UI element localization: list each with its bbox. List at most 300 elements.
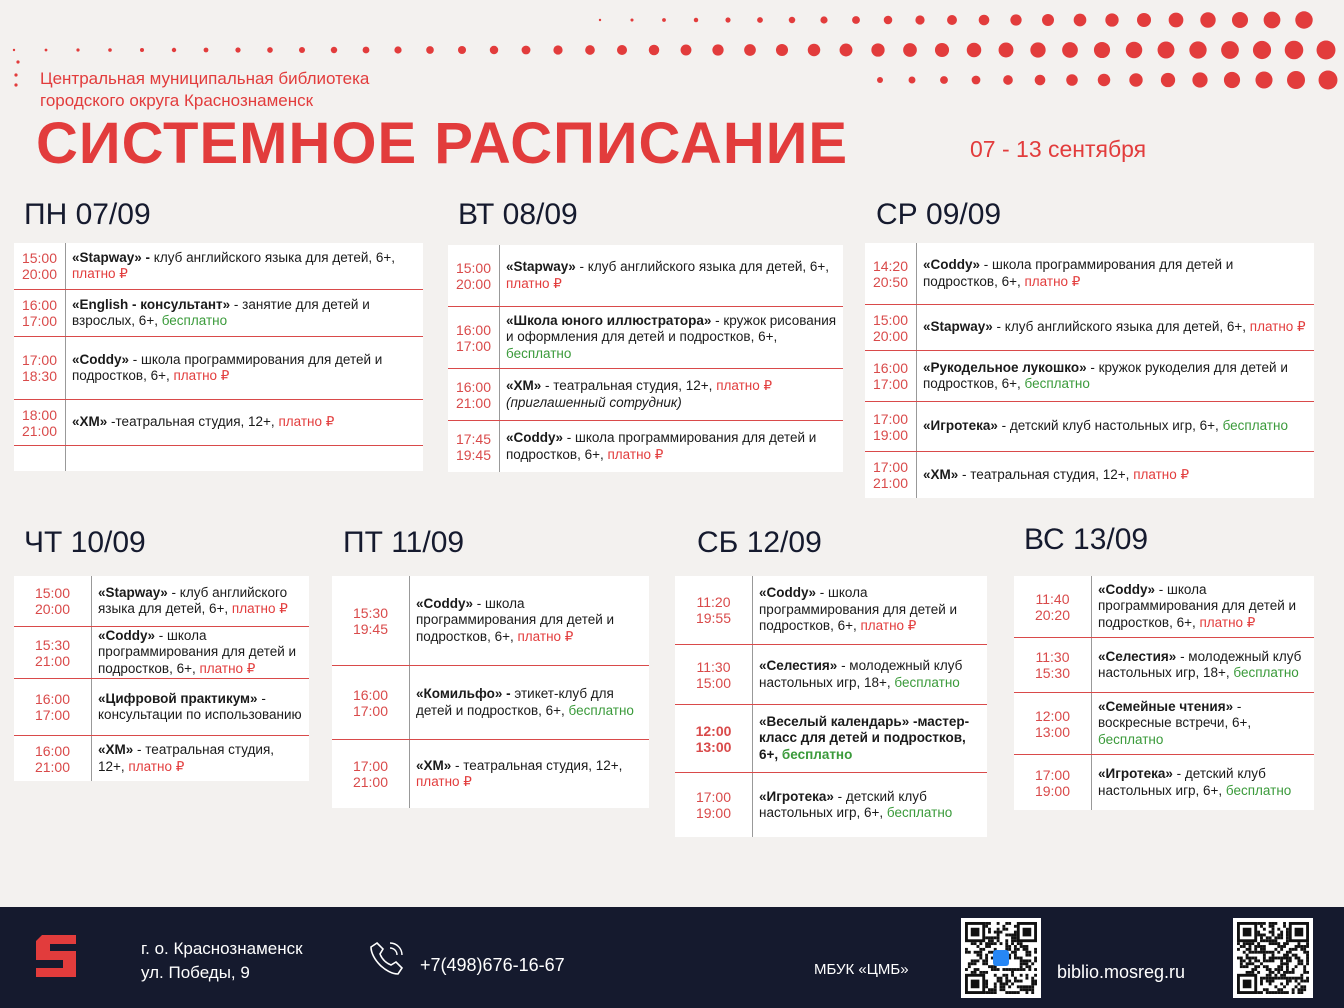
end-time: 20:00 bbox=[872, 327, 909, 344]
event-name: «Stapway» bbox=[98, 584, 168, 600]
decor-dot bbox=[940, 76, 948, 84]
decor-dot bbox=[1062, 42, 1078, 58]
event-description bbox=[500, 376, 778, 413]
price-free: бесплатно bbox=[1222, 418, 1288, 434]
decor-dot bbox=[947, 15, 957, 25]
decor-dot bbox=[820, 16, 827, 23]
time-cell bbox=[448, 421, 500, 472]
schedule-table bbox=[14, 576, 309, 781]
end-time: 20:20 bbox=[1034, 606, 1071, 623]
event-description bbox=[410, 594, 649, 648]
decor-dot bbox=[1003, 75, 1013, 85]
event-name: «Рукодельное лукошко» bbox=[923, 359, 1087, 375]
decor-dot bbox=[1221, 41, 1239, 59]
event-name: «Семейные чтения» bbox=[1098, 698, 1234, 714]
event-details: - школа программирования для детей и подростков, 6+, bbox=[759, 585, 958, 634]
end-time: 19:00 bbox=[1034, 782, 1071, 799]
address bbox=[141, 937, 303, 985]
time-cell bbox=[448, 307, 500, 368]
decor-dot bbox=[108, 48, 112, 52]
event-name: «English - консультант» bbox=[72, 296, 231, 312]
start-time: 16:00 bbox=[34, 691, 71, 707]
start-time: 15:00 bbox=[872, 311, 909, 328]
schedule-row bbox=[1014, 576, 1314, 638]
event-details: - воскресные встречи, 6+, bbox=[1098, 698, 1252, 731]
event-name: «ХМ» bbox=[506, 378, 542, 393]
schedule-table bbox=[332, 576, 649, 808]
decor-dot bbox=[1264, 12, 1281, 29]
schedule-row bbox=[14, 400, 423, 446]
price-free: бесплатно bbox=[1233, 665, 1299, 680]
event-details: - школа программирования для детей и подростков, 6+, bbox=[506, 430, 817, 462]
decor-dot bbox=[599, 19, 601, 21]
decor-dot bbox=[1042, 14, 1054, 26]
org-line-2: городского округа Краснознаменск bbox=[40, 91, 314, 110]
end-time: 18:30 bbox=[21, 368, 58, 384]
event-details: - театральная студия, 12+, bbox=[958, 466, 1134, 482]
event-description bbox=[66, 248, 423, 285]
decor-dot bbox=[394, 46, 401, 53]
event-details: - клуб английского языка для детей, 6+, bbox=[575, 259, 830, 274]
decor-dot bbox=[1030, 42, 1045, 57]
price-free: бесплатно bbox=[506, 345, 572, 361]
start-time: 15:30 bbox=[34, 636, 71, 653]
decor-dot bbox=[1285, 41, 1304, 60]
price-paid: платно ₽ bbox=[416, 774, 472, 789]
event-description bbox=[1092, 697, 1314, 751]
logo-icon bbox=[36, 935, 76, 977]
event-name: «Coddy» bbox=[506, 430, 564, 445]
vk-icon bbox=[993, 950, 1009, 966]
event-description bbox=[753, 656, 987, 693]
time-cell bbox=[865, 402, 917, 451]
schedule-row bbox=[865, 243, 1314, 305]
event-details: - театральная студия, 12+, bbox=[541, 378, 717, 393]
event-description bbox=[917, 465, 1195, 486]
schedule-row bbox=[675, 705, 987, 773]
event-details: - детский клуб настольных игр, 6+, bbox=[1098, 766, 1266, 798]
price-free: бесплатно bbox=[568, 702, 634, 718]
event-name: «Игротека» bbox=[759, 788, 834, 804]
end-time: 21:00 bbox=[34, 652, 71, 669]
page-title: СИСТЕМНОЕ РАСПИСАНИЕ bbox=[36, 111, 849, 176]
time-cell bbox=[14, 446, 66, 471]
start-time: 12:00 bbox=[1034, 707, 1071, 724]
schedule-row bbox=[865, 305, 1314, 351]
end-time: 13:00 bbox=[695, 738, 732, 755]
decor-dot bbox=[1287, 71, 1305, 89]
event-name: «Stapway» bbox=[923, 319, 993, 335]
decor-dot bbox=[14, 73, 17, 76]
organization-name bbox=[40, 68, 369, 112]
price-free: бесплатно bbox=[1098, 731, 1164, 747]
event-details: - клуб английского языка для детей, 6+, bbox=[992, 319, 1250, 335]
decor-dot bbox=[808, 44, 820, 56]
decor-dot bbox=[1105, 13, 1118, 26]
start-time: 16:00 bbox=[455, 321, 492, 338]
decor-dot bbox=[903, 43, 917, 57]
schedule-row bbox=[448, 245, 843, 307]
schedule-table bbox=[14, 243, 423, 471]
price-paid: платно ₽ bbox=[517, 628, 574, 644]
start-time: 11:30 bbox=[696, 658, 731, 675]
schedule-table bbox=[865, 243, 1314, 498]
decor-dot bbox=[744, 44, 756, 56]
price-paid: платно ₽ bbox=[128, 758, 185, 774]
time-cell bbox=[14, 400, 66, 445]
event-description bbox=[92, 626, 309, 680]
price-free: бесплатно bbox=[886, 805, 953, 820]
price-paid: платно ₽ bbox=[860, 618, 917, 634]
price-paid: платно ₽ bbox=[1133, 466, 1190, 482]
end-time: 21:00 bbox=[21, 422, 58, 439]
time-cell bbox=[1014, 638, 1092, 692]
event-description bbox=[92, 583, 309, 620]
event-description bbox=[92, 689, 309, 726]
schedule-row bbox=[1014, 693, 1314, 755]
event-details: - школа программирования для детей и подростков, 6+, bbox=[72, 351, 383, 383]
event-details: - школа программирования для детей и подростков, 6+, bbox=[98, 627, 297, 676]
start-time: 15:00 bbox=[21, 250, 58, 266]
event-name: «Coddy» bbox=[923, 257, 981, 272]
event-description bbox=[917, 255, 1314, 292]
price-paid: платно ₽ bbox=[716, 378, 773, 393]
end-time: 19:55 bbox=[695, 610, 732, 626]
day-heading: ПТ 11/09 bbox=[343, 526, 465, 559]
decor-dot bbox=[1129, 73, 1142, 86]
decor-dot bbox=[16, 60, 19, 63]
date-range: 07 - 13 сентября bbox=[970, 136, 1147, 162]
event-name: «Stapway» - bbox=[72, 249, 151, 265]
schedule-row bbox=[448, 369, 843, 421]
decor-dot bbox=[1255, 71, 1272, 88]
decor-dot bbox=[140, 48, 144, 52]
footer bbox=[0, 907, 1344, 1008]
event-details: - молодежный клуб настольных игр, 18+, bbox=[759, 658, 963, 690]
start-time: 15:30 bbox=[352, 604, 389, 621]
decor-dot bbox=[1161, 73, 1175, 87]
price-paid: платно ₽ bbox=[199, 660, 256, 676]
decor-dot bbox=[1126, 42, 1143, 59]
decor-dot bbox=[617, 45, 627, 55]
decor-dot bbox=[172, 48, 176, 52]
decor-dot bbox=[840, 44, 853, 57]
event-details: - кружок рисования и оформления для детей и подростков, 6+, bbox=[506, 312, 837, 345]
schedule-row bbox=[1014, 638, 1314, 693]
end-time: 20:00 bbox=[21, 266, 58, 282]
schedule-row bbox=[14, 446, 423, 471]
time-cell bbox=[14, 576, 92, 626]
event-name: «Школа юного иллюстратора» bbox=[506, 312, 712, 328]
decor-dot bbox=[14, 83, 17, 86]
decor-dot bbox=[204, 48, 209, 53]
start-time: 17:00 bbox=[21, 352, 58, 368]
end-time: 21:00 bbox=[455, 394, 492, 411]
price-paid: платно ₽ bbox=[72, 266, 128, 281]
decor-dot bbox=[725, 17, 730, 22]
decor-dot bbox=[76, 48, 79, 51]
event-name: «Комильфо» - bbox=[416, 686, 511, 701]
event-name: «Coddy» bbox=[416, 595, 474, 611]
time-cell bbox=[14, 290, 66, 336]
decor-dot bbox=[967, 43, 982, 58]
schedule-row bbox=[14, 736, 309, 781]
event-note: (приглашенный сотрудник) bbox=[506, 394, 682, 410]
schedule-row bbox=[332, 576, 649, 666]
event-description bbox=[917, 416, 1294, 437]
time-cell bbox=[865, 243, 917, 304]
event-details: клуб английского языка для детей, 6+, bbox=[150, 249, 396, 265]
decor-dot bbox=[1200, 12, 1215, 27]
price-paid: платно ₽ bbox=[506, 275, 562, 291]
end-time: 15:00 bbox=[695, 674, 732, 691]
qr-code-vk[interactable] bbox=[961, 918, 1041, 998]
event-details: - школа программирования для детей и подростков, 6+, bbox=[923, 257, 1234, 289]
event-details: - молодежный клуб настольных игр, 18+, bbox=[1098, 648, 1302, 680]
day-heading: ВТ 08/09 bbox=[458, 198, 578, 231]
end-time: 21:00 bbox=[34, 758, 71, 775]
start-time: 17:00 bbox=[695, 789, 732, 805]
event-name: «Stapway» bbox=[506, 259, 576, 274]
event-name: «Coddy» bbox=[759, 585, 817, 601]
end-time: 20:00 bbox=[34, 601, 71, 617]
event-name: «ХМ» bbox=[72, 414, 108, 430]
day-heading: ВС 13/09 bbox=[1024, 523, 1149, 556]
price-paid: платно ₽ bbox=[231, 601, 288, 616]
event-description bbox=[500, 428, 843, 465]
phone-icon bbox=[368, 939, 406, 977]
price-paid: платно ₽ bbox=[1249, 319, 1306, 335]
schedule-row bbox=[675, 645, 987, 705]
schedule-row bbox=[1014, 755, 1314, 810]
event-description bbox=[66, 295, 423, 332]
decor-dot bbox=[553, 45, 562, 54]
decor-dot bbox=[630, 18, 633, 21]
schedule-row bbox=[332, 666, 649, 740]
schedule-table bbox=[448, 245, 843, 472]
event-name: «Игротека» bbox=[923, 418, 998, 434]
start-time: 11:20 bbox=[696, 594, 731, 610]
schedule-row bbox=[14, 627, 309, 679]
decor-dot bbox=[1137, 13, 1151, 27]
decor-dot bbox=[299, 47, 305, 53]
decor-dot bbox=[1317, 41, 1336, 60]
decor-dot bbox=[1319, 71, 1338, 90]
event-details: - детский клуб настольных игр, 6+, bbox=[997, 418, 1223, 434]
schedule-row bbox=[865, 351, 1314, 402]
schedule-row bbox=[14, 290, 423, 337]
start-time: 17:00 bbox=[872, 459, 909, 475]
end-time: 17:00 bbox=[352, 702, 389, 719]
time-cell bbox=[865, 351, 917, 401]
price-free: бесплатно bbox=[894, 674, 960, 690]
decor-dot bbox=[363, 47, 370, 54]
start-time: 17:45 bbox=[455, 430, 492, 447]
event-name: «ХМ» bbox=[416, 757, 452, 773]
start-time: 11:40 bbox=[1035, 590, 1070, 607]
decor-dot bbox=[1158, 42, 1175, 59]
time-cell bbox=[448, 369, 500, 420]
end-time: 17:00 bbox=[455, 337, 492, 354]
event-description bbox=[917, 358, 1314, 395]
schedule-table bbox=[1014, 576, 1314, 810]
price-paid: платно ₽ bbox=[278, 414, 335, 430]
end-time: 17:00 bbox=[21, 313, 58, 329]
price-free: бесплатно bbox=[781, 746, 853, 762]
price-free: бесплатно bbox=[1024, 376, 1090, 391]
start-time: 12:00 bbox=[695, 722, 732, 739]
day-heading: ЧТ 10/09 bbox=[24, 526, 146, 559]
decor-dot bbox=[1232, 12, 1248, 28]
decor-dot bbox=[776, 44, 788, 56]
event-details: - школа программирования для детей и подростков, 6+, bbox=[1098, 581, 1297, 630]
event-name: «Веселый календарь» -мастер-класс для детей и подростков, 6+, bbox=[759, 713, 970, 762]
event-details: -театральная студия, 12+, bbox=[107, 414, 279, 430]
decor-dot bbox=[426, 46, 434, 54]
time-cell bbox=[14, 627, 92, 678]
event-description bbox=[917, 317, 1312, 338]
schedule-row bbox=[865, 402, 1314, 452]
decor-dot bbox=[235, 47, 240, 52]
decor-dot bbox=[712, 44, 723, 55]
end-time: 19:00 bbox=[695, 805, 732, 821]
schedule-row bbox=[448, 307, 843, 369]
time-cell bbox=[1014, 693, 1092, 754]
decor-dot bbox=[1098, 74, 1110, 86]
decor-dot bbox=[694, 18, 698, 22]
start-time: 11:30 bbox=[1035, 649, 1070, 665]
event-description bbox=[1092, 764, 1314, 801]
event-details: - консультации по использованию bbox=[98, 690, 302, 722]
event-description bbox=[410, 684, 649, 721]
price-free: бесплатно bbox=[1225, 782, 1292, 798]
day-heading: ПН 07/09 bbox=[24, 198, 151, 231]
time-cell bbox=[14, 679, 92, 735]
event-details: этикет-клуб для детей и подростков, 6+, bbox=[416, 686, 614, 718]
event-name: «Coddy» bbox=[98, 627, 156, 643]
address-line-2: ул. Победы, 9 bbox=[141, 963, 250, 982]
time-cell bbox=[332, 576, 410, 665]
schedule-row bbox=[14, 337, 423, 400]
end-time: 19:45 bbox=[455, 446, 492, 463]
price-paid: платно ₽ bbox=[1199, 614, 1256, 630]
event-name: «ХМ» bbox=[98, 742, 134, 757]
decor-dot bbox=[757, 17, 763, 23]
decor-dot bbox=[267, 47, 273, 53]
event-details: - занятие для детей и взрослых, 6+, bbox=[72, 296, 370, 328]
decor-dot bbox=[331, 47, 337, 53]
site-link[interactable]: biblio.mosreg.ru bbox=[1057, 962, 1186, 982]
end-time: 19:00 bbox=[872, 426, 909, 443]
event-details: - школа программирования для детей и подростков, 6+, bbox=[416, 595, 615, 644]
start-time: 16:00 bbox=[455, 378, 492, 395]
phone-number[interactable]: +7(498)676-16-67 bbox=[420, 955, 565, 975]
time-cell bbox=[448, 245, 500, 306]
decor-dot bbox=[1066, 74, 1078, 86]
decor-dot bbox=[852, 16, 860, 24]
decor-dot bbox=[935, 43, 949, 57]
event-description bbox=[753, 787, 987, 824]
time-cell bbox=[14, 243, 66, 289]
event-name: «Селестия» bbox=[1098, 648, 1177, 664]
schedule-row bbox=[675, 576, 987, 645]
time-cell bbox=[675, 773, 753, 837]
event-description bbox=[92, 740, 309, 777]
start-time: 16:00 bbox=[352, 686, 389, 703]
end-time: 20:50 bbox=[872, 273, 909, 290]
decor-dot bbox=[909, 77, 916, 84]
decor-dot bbox=[972, 76, 981, 85]
decor-dot bbox=[490, 46, 498, 54]
event-details: - театральная студия, 12+, bbox=[98, 742, 275, 774]
decor-dot bbox=[789, 17, 796, 24]
event-description bbox=[753, 583, 987, 637]
day-heading: СР 09/09 bbox=[876, 198, 1002, 231]
event-name: «Coddy» bbox=[1098, 581, 1156, 597]
start-time: 16:00 bbox=[21, 297, 58, 313]
event-name: «ХМ» bbox=[923, 466, 959, 482]
decor-dot bbox=[1224, 72, 1240, 88]
start-time: 16:00 bbox=[34, 742, 71, 759]
start-time: 17:00 bbox=[352, 758, 389, 774]
event-details: - клуб английского языка для детей, 6+, bbox=[98, 584, 288, 616]
org-short-name: МБУК «ЦМБ» bbox=[814, 961, 909, 978]
decor-dot bbox=[884, 16, 893, 25]
event-description bbox=[66, 412, 340, 433]
time-cell bbox=[332, 666, 410, 739]
decor-dot bbox=[585, 45, 595, 55]
schedule-row bbox=[675, 773, 987, 837]
schedule-row bbox=[865, 452, 1314, 498]
decor-dot bbox=[458, 46, 466, 54]
decor-dot bbox=[1189, 41, 1206, 58]
decor-dot bbox=[1169, 13, 1184, 28]
decor-dot bbox=[522, 46, 531, 55]
event-description bbox=[753, 712, 987, 766]
time-cell bbox=[14, 736, 92, 781]
decor-dot bbox=[1192, 72, 1207, 87]
start-time: 15:00 bbox=[455, 259, 492, 276]
end-time: 17:00 bbox=[872, 376, 909, 392]
event-description bbox=[66, 350, 423, 387]
time-cell bbox=[865, 452, 917, 498]
schedule-row bbox=[14, 243, 423, 290]
price-free: бесплатно bbox=[161, 313, 228, 328]
schedule-row bbox=[14, 679, 309, 736]
time-cell bbox=[1014, 755, 1092, 810]
time-cell bbox=[675, 645, 753, 704]
start-time: 15:00 bbox=[34, 585, 71, 601]
event-description bbox=[1092, 580, 1314, 634]
event-name: «Цифровой практикум» bbox=[98, 690, 258, 706]
org-line-1: Центральная муниципальная библиотека bbox=[40, 69, 370, 88]
qr-code-site[interactable] bbox=[1233, 918, 1313, 998]
event-name: «Игротека» bbox=[1098, 766, 1173, 781]
schedule-table bbox=[675, 576, 987, 837]
end-time: 20:00 bbox=[455, 275, 492, 292]
end-time: 19:45 bbox=[352, 620, 389, 637]
decor-dot bbox=[13, 49, 15, 51]
time-cell bbox=[675, 576, 753, 644]
decor-dot bbox=[979, 15, 990, 26]
start-time: 17:00 bbox=[872, 410, 909, 427]
event-description bbox=[410, 756, 649, 793]
decor-dot bbox=[915, 15, 924, 24]
start-time: 18:00 bbox=[21, 406, 58, 423]
start-time: 17:00 bbox=[1034, 766, 1071, 783]
event-description bbox=[66, 457, 78, 461]
decor-dot bbox=[1094, 42, 1110, 58]
